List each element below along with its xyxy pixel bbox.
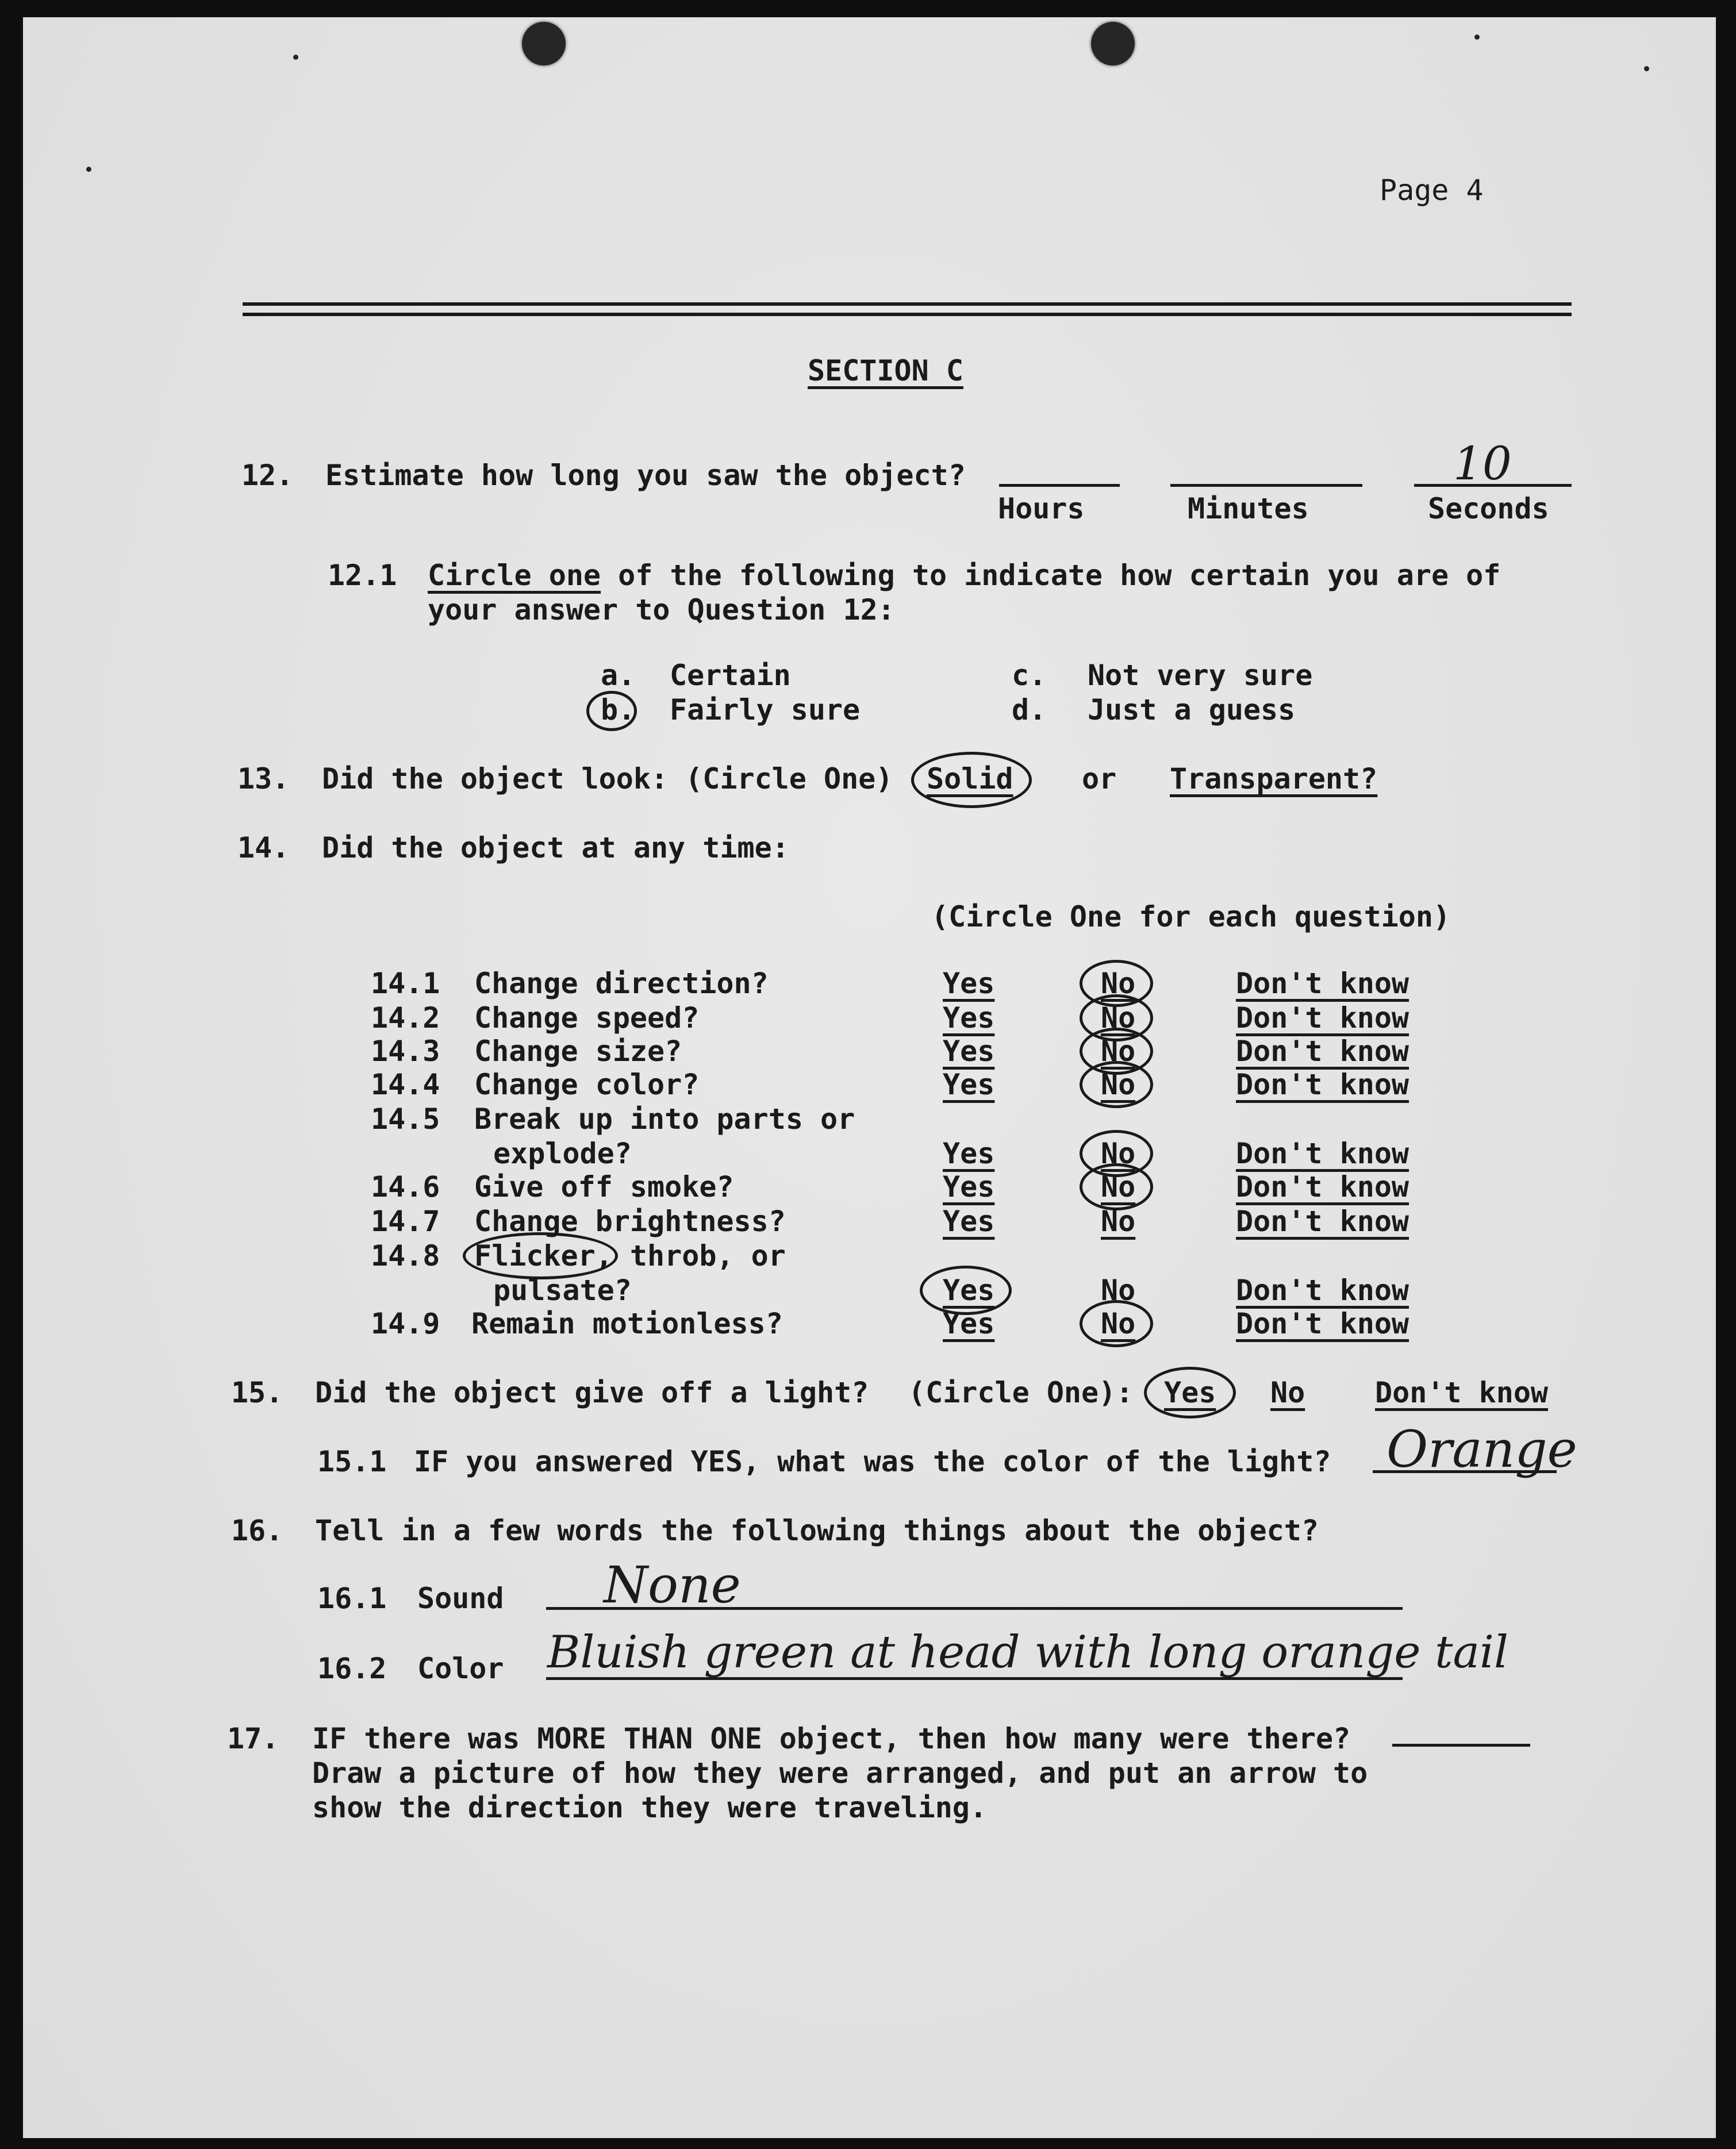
q17-line1: IF there was MORE THAN ONE object, then how many were there? (312, 1722, 1351, 1755)
q14-5-no[interactable]: No (1101, 1137, 1136, 1170)
q14-5-label: Break up into parts or (474, 1102, 855, 1136)
option-c-letter[interactable]: c. (1012, 659, 1047, 692)
q14-1-no[interactable]: No (1101, 967, 1136, 1000)
q13-number: 13. (237, 762, 290, 795)
sound-answer: None (604, 1555, 741, 1614)
q15-no[interactable]: No (1270, 1376, 1305, 1409)
section-title: SECTION C (808, 354, 963, 387)
q12-1-text-rest: of the following to indicate how certain you are of (601, 559, 1501, 592)
q14-9-yes[interactable]: Yes (943, 1307, 995, 1340)
q14-1-yes[interactable]: Yes (943, 967, 995, 1000)
page-number: Page 4 (1380, 174, 1484, 207)
q14-5-dont-know[interactable]: Don't know (1236, 1137, 1409, 1170)
q16-2-number: 16.2 (317, 1652, 387, 1685)
hours-label: Hours (998, 492, 1085, 525)
q14-9-label: Remain motionless? (471, 1307, 783, 1340)
q14-3-number: 14.3 (371, 1035, 440, 1068)
q14-3-dont-know[interactable]: Don't know (1236, 1035, 1409, 1068)
q14-2-dont-know[interactable]: Don't know (1236, 1001, 1409, 1035)
or-text: or (1082, 762, 1117, 795)
q14-6-yes[interactable]: Yes (943, 1170, 995, 1204)
q14-1-label: Change direction? (474, 967, 769, 1000)
q15-number: 15. (231, 1376, 283, 1409)
seconds-label: Seconds (1428, 492, 1549, 525)
q14-9-no-circle-mark (1080, 1300, 1153, 1347)
speck (293, 55, 298, 60)
speck (1474, 34, 1480, 40)
q14-3-yes[interactable]: Yes (943, 1035, 995, 1068)
q14-2-yes[interactable]: Yes (943, 1001, 995, 1035)
header-rule-top (243, 302, 1572, 306)
q14-4-label: Change color? (474, 1068, 700, 1101)
option-b-letter[interactable]: b. (601, 693, 636, 726)
q14-6-no[interactable]: No (1101, 1170, 1136, 1204)
q12-1-text-line2: your answer to Question 12: (428, 593, 895, 626)
q14-6-label: Give off smoke? (474, 1170, 734, 1204)
q14-7-dont-know[interactable]: Don't know (1236, 1205, 1409, 1238)
q14-7-yes[interactable]: Yes (943, 1205, 995, 1238)
q15-yes-circle-mark (1144, 1367, 1236, 1418)
q15-dont-know[interactable]: Don't know (1375, 1376, 1549, 1409)
q14-8-yes[interactable]: Yes (943, 1274, 995, 1307)
solid-circle-mark (911, 752, 1032, 808)
q14-7-number: 14.7 (371, 1205, 440, 1238)
q14-8-label: Flicker, throb, or (474, 1239, 786, 1273)
q15-yes[interactable]: Yes (1164, 1376, 1216, 1409)
q14-2-label: Change speed? (474, 1001, 700, 1035)
q17-line3: show the direction they were traveling. (312, 1791, 987, 1824)
q14-4-yes[interactable]: Yes (943, 1068, 995, 1101)
q14-9-number: 14.9 (371, 1307, 440, 1340)
q15-circle-one: (Circle One): (908, 1376, 1134, 1409)
q14-1-number: 14.1 (371, 967, 440, 1000)
minutes-field[interactable] (1170, 484, 1362, 487)
q14-3-no[interactable]: No (1101, 1035, 1136, 1068)
option-b-circle-mark (586, 691, 637, 731)
q14-7-label: Change brightness? (474, 1205, 786, 1238)
q17-line2: Draw a picture of how they were arranged, and put an arrow to (312, 1756, 1368, 1790)
binder-hole-left (522, 22, 566, 66)
q14-5-number: 14.5 (371, 1102, 440, 1136)
q16-number: 16. (231, 1514, 283, 1547)
binder-hole-right (1091, 22, 1135, 66)
q16-1-number: 16.1 (317, 1582, 387, 1615)
q14-8-label-line2: pulsate? (493, 1274, 632, 1307)
q14-4-no-circle-mark (1080, 1061, 1153, 1108)
option-a-label[interactable]: Certain (670, 659, 791, 692)
q12-1-text (428, 559, 1500, 592)
q14-number: 14. (237, 831, 290, 864)
object-count-field[interactable] (1392, 1744, 1530, 1747)
circle-one-emphasis: Circle one (428, 559, 601, 592)
q17-number: 17. (227, 1722, 279, 1755)
option-d-letter[interactable]: d. (1012, 693, 1047, 726)
q14-text: Did the object at any time: (322, 831, 789, 864)
q14-2-number: 14.2 (371, 1001, 440, 1035)
q15-text: Did the object give off a light? (315, 1376, 869, 1409)
q12-1-number: 12.1 (328, 559, 397, 592)
document-page (23, 17, 1716, 2138)
option-c-label[interactable]: Not very sure (1088, 659, 1313, 692)
q14-6-number: 14.6 (371, 1170, 440, 1204)
speck (1644, 66, 1649, 71)
q12-number: 12. (241, 459, 294, 492)
flicker-circle-mark (463, 1232, 618, 1279)
q14-instruction: (Circle One for each question) (931, 900, 1451, 933)
transparent-option[interactable]: Transparent? (1170, 762, 1378, 795)
q14-3-label: Change size? (474, 1035, 682, 1068)
option-a-letter[interactable]: a. (601, 659, 636, 692)
q16-2-label: Color (417, 1652, 504, 1685)
q14-6-no-circle-mark (1080, 1163, 1153, 1210)
q15-1-text: IF you answered YES, what was the color of the light? (414, 1445, 1331, 1478)
option-b-label[interactable]: Fairly sure (670, 693, 861, 726)
q14-2-no[interactable]: No (1101, 1001, 1136, 1035)
q14-5-label-line2: explode? (493, 1137, 632, 1170)
q14-6-dont-know[interactable]: Don't know (1236, 1170, 1409, 1204)
q16-text: Tell in a few words the following things about the object? (315, 1514, 1319, 1547)
q16-1-label: Sound (417, 1582, 504, 1615)
q14-4-number: 14.4 (371, 1068, 440, 1101)
minutes-label: Minutes (1188, 492, 1309, 525)
q14-5-yes[interactable]: Yes (943, 1137, 995, 1170)
q14-4-dont-know[interactable]: Don't know (1236, 1068, 1409, 1101)
speck (86, 167, 91, 172)
q12-text: Estimate how long you saw the object? (325, 459, 966, 492)
q15-1-number: 15.1 (317, 1445, 387, 1478)
option-d-label[interactable]: Just a guess (1088, 693, 1296, 726)
solid-option[interactable]: Solid (927, 762, 1013, 795)
q14-4-no[interactable]: No (1101, 1068, 1136, 1101)
hours-field[interactable] (999, 484, 1120, 487)
q14-9-dont-know[interactable]: Don't know (1236, 1307, 1409, 1340)
q14-8-no[interactable]: No (1101, 1274, 1136, 1307)
q14-7-no[interactable]: No (1101, 1205, 1136, 1238)
q14-8-dont-know[interactable]: Don't know (1236, 1274, 1409, 1307)
header-rule-bottom (243, 313, 1572, 316)
color-answer: Bluish green at head with long orange tail (547, 1627, 1508, 1678)
seconds-answer: 10 (1453, 437, 1512, 490)
light-color-answer: Orange (1387, 1420, 1577, 1479)
q13-text: Did the object look: (Circle One) (322, 762, 893, 795)
q14-1-dont-know[interactable]: Don't know (1236, 967, 1409, 1000)
q14-9-no[interactable]: No (1101, 1307, 1136, 1340)
q14-8-number: 14.8 (371, 1239, 440, 1273)
